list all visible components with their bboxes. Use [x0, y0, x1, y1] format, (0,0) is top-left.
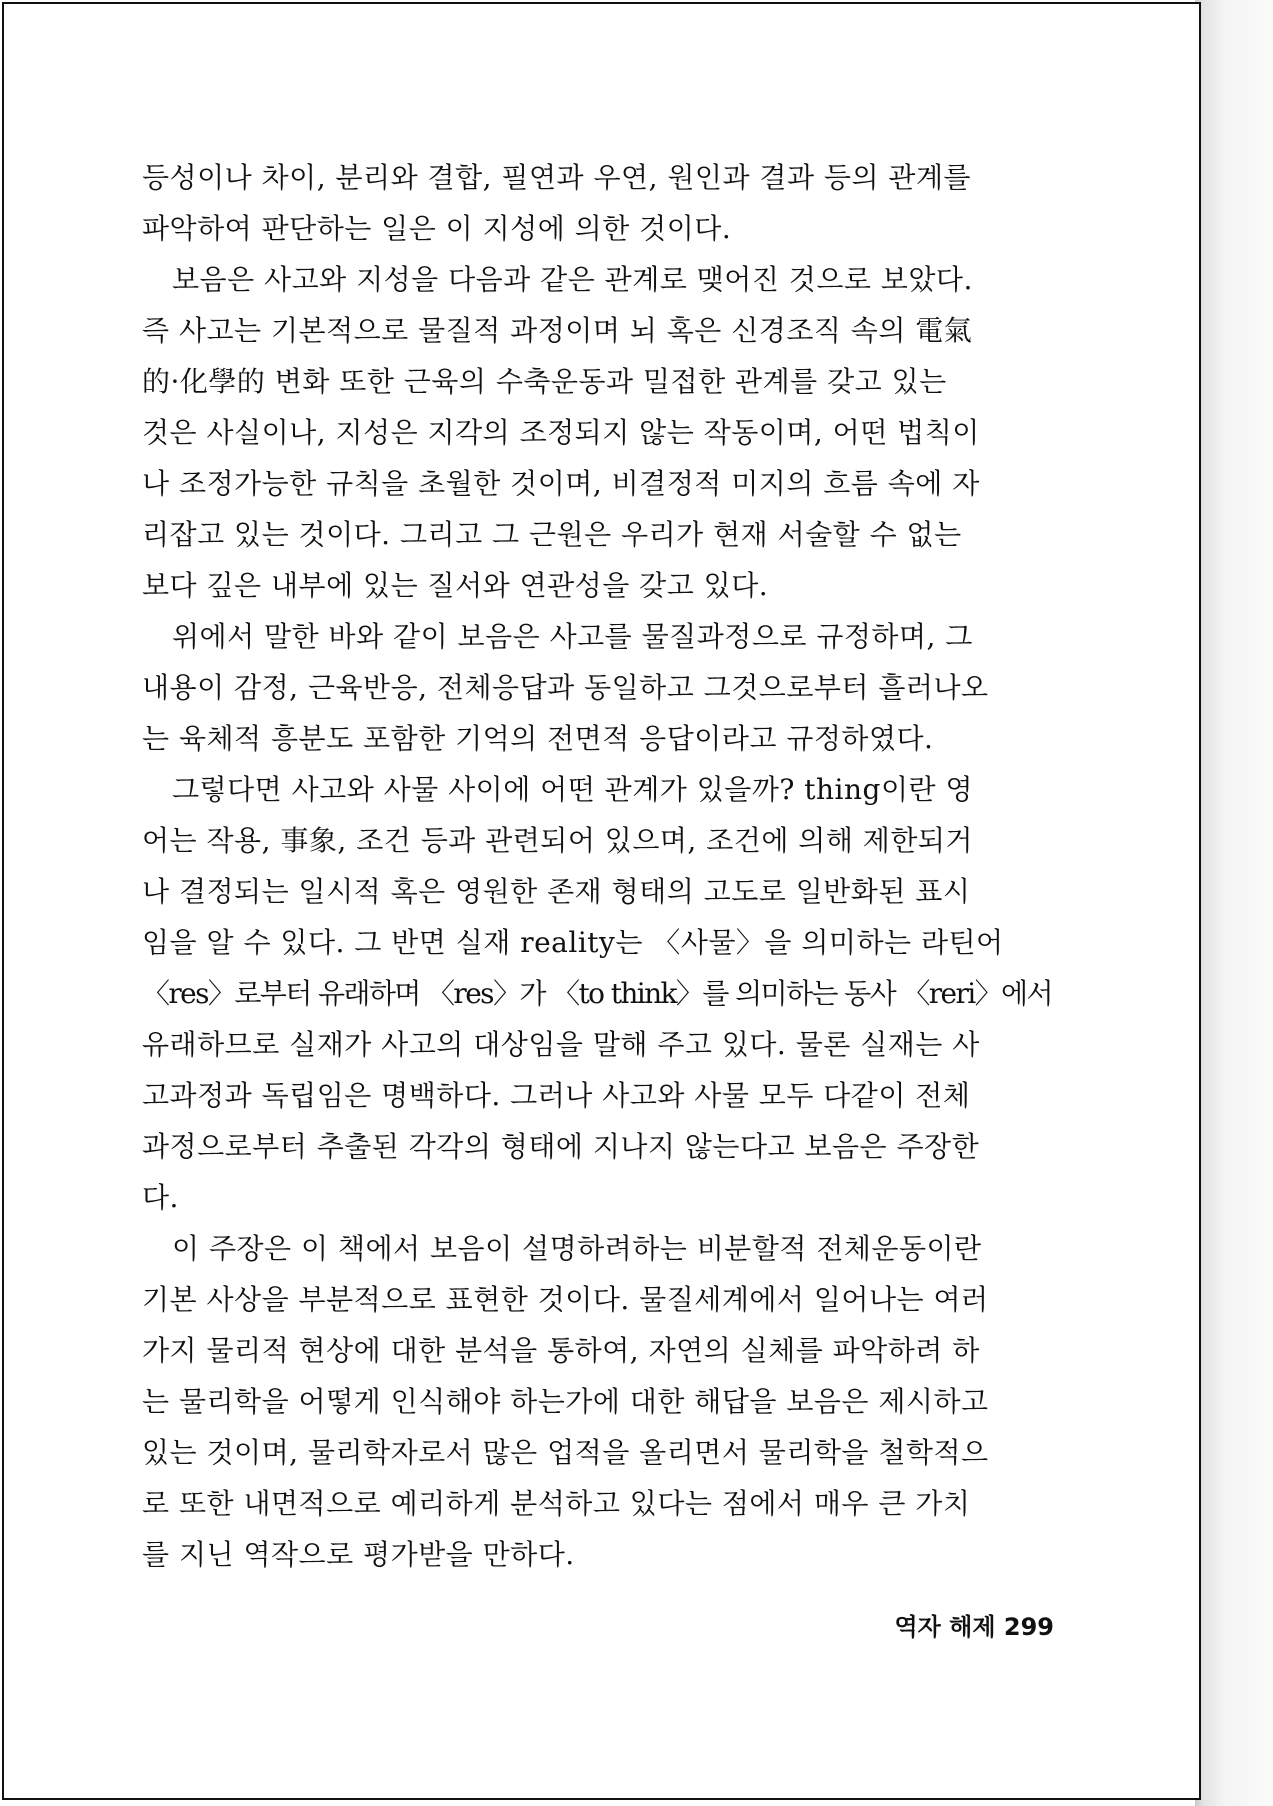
text-line: 나 결정되는 일시적 혹은 영원한 존재 형태의 고도로 일반화된 표시	[142, 875, 971, 908]
text-line: 보다 깊은 내부에 있는 질서와 연관성을 갖고 있다.	[142, 569, 769, 602]
text-line: 나 조정가능한 규칙을 초월한 것이며, 비결정적 미지의 흐름 속에 자	[142, 467, 980, 500]
text-line: 기본 사상을 부분적으로 표현한 것이다. 물질세계에서 일어나는 여러	[142, 1283, 989, 1316]
text-line: 로 또한 내면적으로 예리하게 분석하고 있다는 점에서 매우 큰 가치	[142, 1487, 971, 1520]
text-line: 보음은 사고와 지성을 다음과 같은 관계로 맺어진 것으로 보았다.	[172, 263, 973, 296]
text-line: 가지 물리적 현상에 대한 분석을 통하여, 자연의 실체를 파악하려 하	[142, 1334, 980, 1367]
text-line: 는 물리학을 어떻게 인식해야 하는가에 대한 해답을 보음은 제시하고	[142, 1385, 989, 1418]
text-line: 的·化學的 변화 또한 근육의 수축운동과 밀접한 관계를 갖고 있는	[142, 365, 947, 398]
text-line: 고과정과 독립임은 명백하다. 그러나 사고와 사물 모두 다같이 전체	[142, 1079, 971, 1112]
text-line: 이 주장은 이 책에서 보음이 설명하려하는 비분할적 전체운동이란	[172, 1232, 982, 1265]
text-line: 것은 사실이나, 지성은 지각의 조정되지 않는 작동이며, 어떤 법칙이	[142, 416, 980, 449]
body-text	[142, 152, 1052, 1580]
text-line: 파악하여 판단하는 일은 이 지성에 의한 것이다.	[142, 212, 732, 245]
text-line: 내용이 감정, 근육반응, 전체응답과 동일하고 그것으로부터 흘러나오	[142, 671, 989, 704]
text-line: 위에서 말한 바와 같이 보음은 사고를 물질과정으로 규정하며, 그	[172, 620, 973, 653]
text-line: 그렇다면 사고와 사물 사이에 어떤 관계가 있을까? thing이란 영	[172, 773, 974, 806]
text-line: 임을 알 수 있다. 그 반면 실재 reality는 〈사물〉을 의미하는 라틴어	[142, 926, 1004, 959]
text-line: 있는 것이며, 물리학자로서 많은 업적을 올리면서 물리학을 철학적으	[142, 1436, 989, 1469]
text-line: 등성이나 차이, 분리와 결합, 필연과 우연, 원인과 결과 등의 관계를	[142, 161, 972, 194]
text-line: 를 지닌 역작으로 평가받을 만하다.	[142, 1538, 575, 1571]
text-line: 과정으로부터 추출된 각각의 형태에 지나지 않는다고 보음은 주장한	[142, 1130, 980, 1163]
page-number: 299	[1003, 1613, 1054, 1641]
text-line: 는 육체적 흥분도 포함한 기억의 전면적 응답이라고 규정하였다.	[142, 722, 934, 755]
text-line: 즉 사고는 기본적으로 물질적 과정이며 뇌 혹은 신경조직 속의 電氣	[142, 314, 973, 347]
text-line: 어는 작용, 事象, 조건 등과 관련되어 있으며, 조건에 의해 제한되거	[142, 824, 973, 857]
page-edge-shadow	[1195, 0, 1273, 1806]
page-footer	[844, 1607, 1054, 1642]
text-line: 〈res〉로부터 유래하며 〈res〉가 〈to think〉를 의미하는 동사 〈reri〉에서	[142, 977, 1052, 1010]
text-line: 다.	[142, 1181, 179, 1214]
scanned-page	[2, 2, 1201, 1800]
text-line: 유래하므로 실재가 사고의 대상임을 말해 주고 있다. 물론 실재는 사	[142, 1028, 980, 1061]
running-title: 역자 해제	[894, 1613, 996, 1641]
text-line: 리잡고 있는 것이다. 그리고 그 근원은 우리가 현재 서술할 수 없는	[142, 518, 962, 551]
